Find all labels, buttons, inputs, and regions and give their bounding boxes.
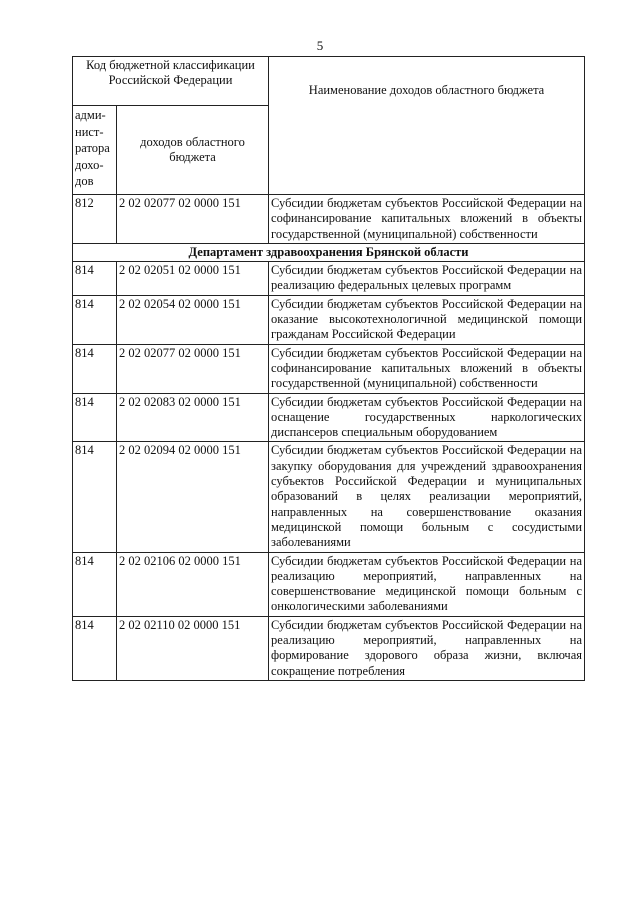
section-title: Департамент здравоохранения Брянской области (73, 243, 585, 261)
table-row (73, 344, 585, 393)
table-row (73, 442, 585, 552)
admin-code-cell: 814 (73, 393, 117, 442)
budget-classification-table (72, 56, 585, 681)
table-row (73, 295, 585, 344)
admin-code-cell: 814 (73, 344, 117, 393)
table-row (73, 262, 585, 296)
admin-code-cell: 814 (73, 442, 117, 552)
income-code-cell: 2 02 02077 02 0000 151 (117, 344, 269, 393)
income-column-header: доходов областного бюджета (117, 106, 269, 195)
budget-code-group-header: Код бюджетной классификации Российской Федерации (73, 57, 269, 106)
income-code-cell: 2 02 02054 02 0000 151 (117, 295, 269, 344)
table-row (73, 552, 585, 616)
income-name-cell: Субсидии бюджетам субъектов Российской Федерации на софинансирование капитальных вложений в объекты государственной (муниципальной) собственности (269, 195, 585, 244)
income-name-cell: Субсидии бюджетам субъектов Российской Федерации на софинансирование капитальных вложений в объекты государственной (муниципальной) собственности (269, 344, 585, 393)
income-code-cell: 2 02 02077 02 0000 151 (117, 195, 269, 244)
income-code-cell: 2 02 02051 02 0000 151 (117, 262, 269, 296)
income-name-cell: Субсидии бюджетам субъектов Российской Федерации на реализацию мероприятий, направленных на формирование здорового образа жизни, включая сокращение потребления (269, 616, 585, 680)
admin-code-cell: 814 (73, 616, 117, 680)
page-number: 5 (316, 38, 324, 53)
income-code-cell: 2 02 02083 02 0000 151 (117, 393, 269, 442)
admin-code-cell: 814 (73, 262, 117, 296)
admin-code-cell: 814 (73, 295, 117, 344)
table-row (73, 616, 585, 680)
section-header-row (73, 243, 585, 261)
header-row-top (73, 57, 585, 106)
income-name-cell: Субсидии бюджетам субъектов Российской Федерации на закупку оборудования для учреждений здравоохранения субъектов Российской Федерации и муниципальных образований в целях реализации мероприятий, направленных на совершенствование оказания медицинской помощи больным с сосудистыми заболеваниями (269, 442, 585, 552)
income-name-header: Наименование доходов областного бюджета (269, 57, 585, 195)
income-name-cell: Субсидии бюджетам субъектов Российской Федерации на оказание высокотехнологичной медицинской помощи гражданам Российской Федерации (269, 295, 585, 344)
table-row (73, 393, 585, 442)
admin-column-header: адми-нист-ратора дохо-дов (73, 106, 117, 195)
income-name-cell: Субсидии бюджетам субъектов Российской Федерации на реализацию мероприятий, направленных на совершенствование медицинской помощи больным с онкологическими заболеваниями (269, 552, 585, 616)
income-code-cell: 2 02 02110 02 0000 151 (117, 616, 269, 680)
income-code-cell: 2 02 02106 02 0000 151 (117, 552, 269, 616)
admin-code-cell: 814 (73, 552, 117, 616)
income-name-cell: Субсидии бюджетам субъектов Российской Федерации на реализацию федеральных целевых программ (269, 262, 585, 296)
table-row (73, 195, 585, 244)
income-code-cell: 2 02 02094 02 0000 151 (117, 442, 269, 552)
admin-code-cell: 812 (73, 195, 117, 244)
income-name-cell: Субсидии бюджетам субъектов Российской Федерации на оснащение государственных наркологических диспансеров специальным оборудованием (269, 393, 585, 442)
